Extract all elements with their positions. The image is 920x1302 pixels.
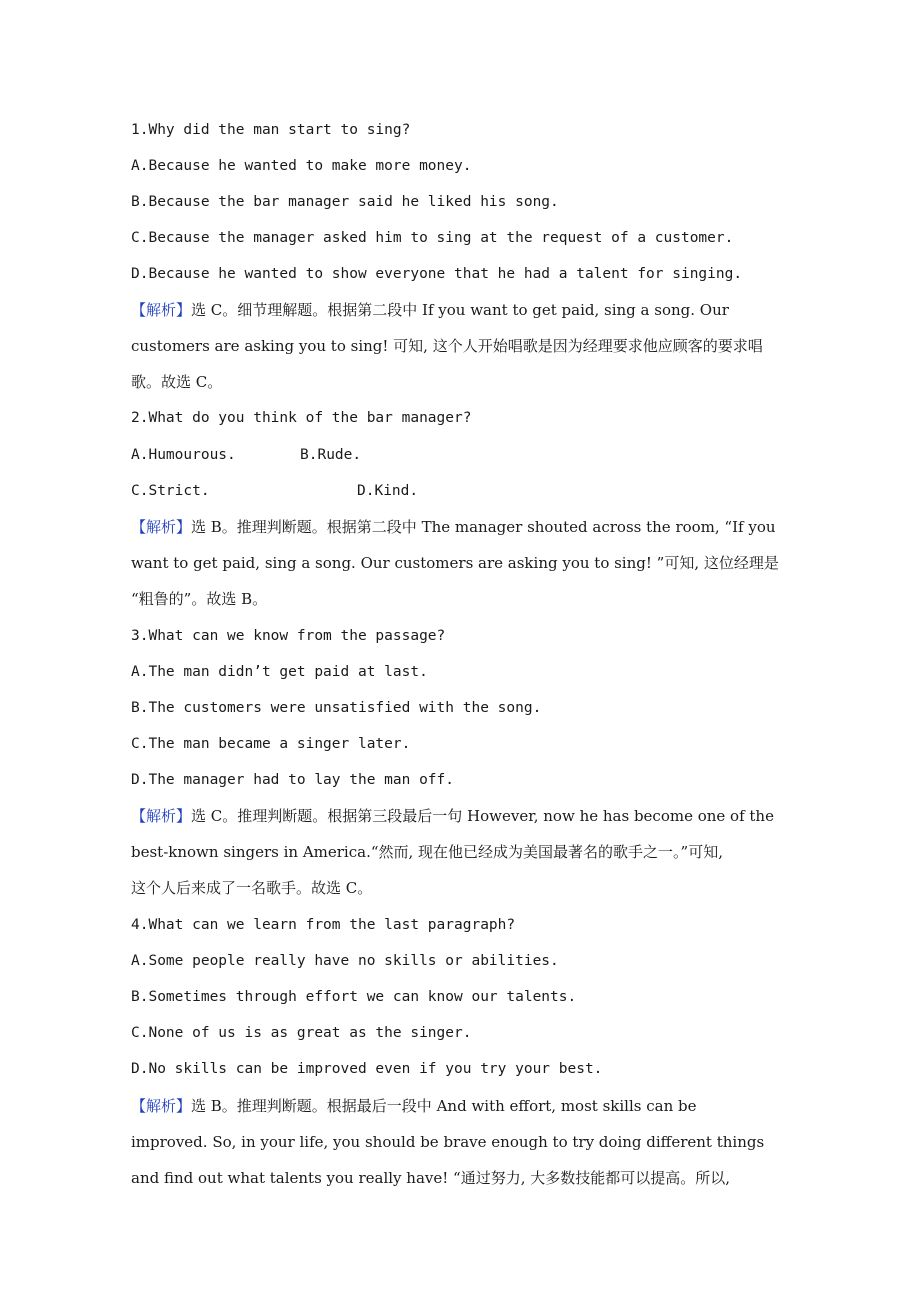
q4-analysis-tag: 【解析】 [131, 1097, 192, 1115]
q1-explanation-line-2: customers are asking you to sing! 可知, 这个人开始唱歌是因为经理要求他应顾客的要求唱 [131, 337, 763, 355]
q1-option-d: D.Because he wanted to show everyone that he had a talent for singing. [131, 266, 743, 282]
q1-option-b: B.Because the bar manager said he liked his song. [131, 194, 559, 210]
q2-explanation-line-1 [131, 517, 776, 537]
q4-exp1-text: 选 B。推理判断题。根据最后一段中 And with effort, most skills can be [191, 1097, 697, 1115]
q1-exp1-text: 选 C。细节理解题。根据第二段中 If you want to get paid, sing a song. Our [191, 301, 729, 319]
question-4: 4.What can we learn from the last paragraph? [131, 917, 516, 933]
q2-explanation-line-3: “粗鲁的”。故选 B。 [131, 590, 268, 608]
q4-option-b: B.Sometimes through effort we can know our talents. [131, 989, 577, 1005]
q1-option-c: C.Because the manager asked him to sing at the request of a customer. [131, 230, 734, 246]
q1-explanation-line-3: 歌。故选 C。 [131, 373, 223, 391]
q4-explanation-line-1 [131, 1096, 696, 1116]
q4-option-c: C.None of us is as great as the singer. [131, 1025, 472, 1041]
q3-explanation-line-1 [131, 806, 774, 826]
question-2: 2.What do you think of the bar manager? [131, 410, 472, 426]
q4-explanation-line-2: improved. So, in your life, you should be brave enough to try doing different things [131, 1133, 765, 1151]
q3-analysis-tag: 【解析】 [131, 807, 192, 825]
q3-option-a: A.The man didn’t get paid at last. [131, 664, 428, 680]
question-3: 3.What can we know from the passage? [131, 628, 446, 644]
q2-analysis-tag: 【解析】 [131, 518, 192, 536]
q2-option-d: D.Kind. [357, 483, 419, 499]
q3-option-c: C.The man became a singer later. [131, 736, 411, 752]
q3-option-b: B.The customers were unsatisfied with the song. [131, 700, 542, 716]
q2-option-c: C.Strict. [131, 483, 210, 499]
q4-option-d: D.No skills can be improved even if you try your best. [131, 1061, 603, 1077]
q1-analysis-tag: 【解析】 [131, 301, 192, 319]
q3-explanation-line-3: 这个人后来成了一名歌手。故选 C。 [131, 879, 373, 897]
q3-exp1-text: 选 C。推理判断题。根据第三段最后一句 However, now he has become one of the [191, 807, 774, 825]
q3-explanation-line-2: best-known singers in America.“然而, 现在他已经成为美国最著名的歌手之一。”可知, [131, 843, 723, 861]
q2-option-b: B.Rude. [300, 447, 362, 463]
q2-exp1-text: 选 B。推理判断题。根据第二段中 The manager shouted across the room, “If you [191, 518, 776, 536]
q3-option-d: D.The manager had to lay the man off. [131, 772, 455, 788]
q2-option-a: A.Humourous. [131, 447, 236, 463]
q2-explanation-line-2: want to get paid, sing a song. Our customers are asking you to sing! ”可知, 这位经理是 [131, 554, 779, 572]
q1-explanation-line-1 [131, 300, 729, 320]
q4-option-a: A.Some people really have no skills or abilities. [131, 953, 559, 969]
q1-option-a: A.Because he wanted to make more money. [131, 158, 472, 174]
question-1: 1.Why did the man start to sing? [131, 122, 411, 138]
q4-explanation-line-3: and find out what talents you really have! “通过努力, 大多数技能都可以提高。所以, [131, 1169, 731, 1187]
